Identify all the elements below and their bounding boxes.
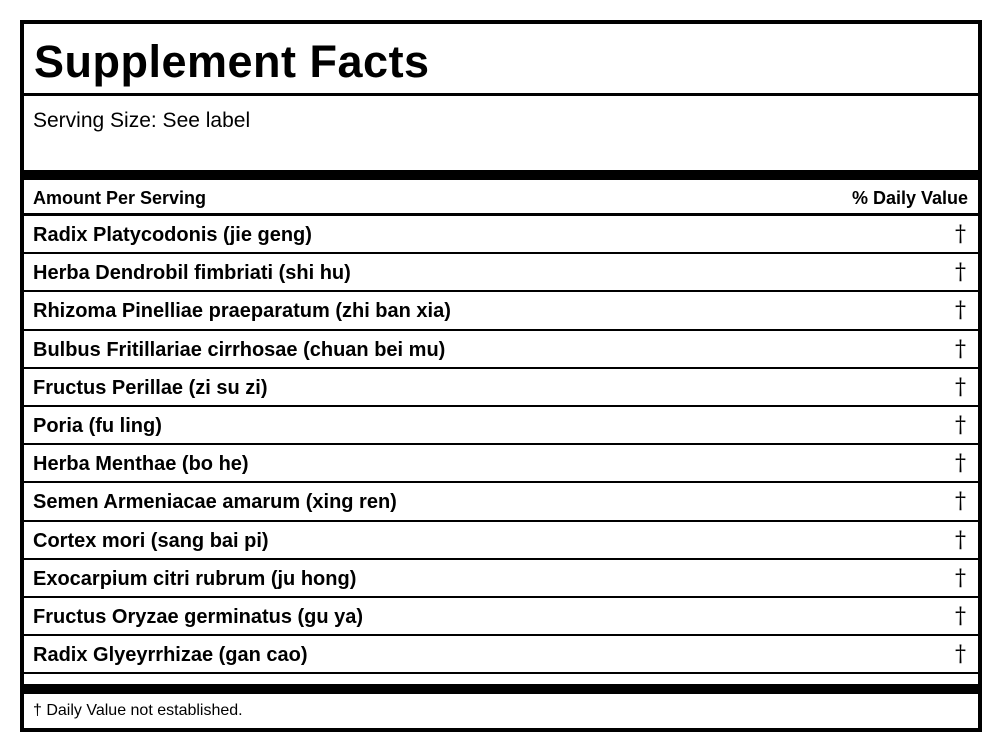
ingredient-name: Exocarpium citri rubrum (ju hong) [33,567,357,590]
ingredient-daily-value: † [955,222,966,247]
ingredient-row [24,331,978,369]
ingredient-name: Herba Dendrobil fimbriati (shi hu) [33,262,351,285]
ingredient-row [24,216,978,254]
supplement-facts-label [20,20,982,732]
ingredient-name: Bulbus Fritillariae cirrhosae (chuan bei mu) [33,338,446,361]
ingredient-row [24,598,978,636]
ingredient-name: Fructus Oryzae germinatus (gu ya) [33,605,364,628]
ingredient-name: Herba Menthae (bo he) [33,453,249,476]
thick-divider-bottom [24,684,978,694]
ingredient-row [24,445,978,483]
ingredient-daily-value: † [955,603,966,629]
ingredient-row [24,369,978,407]
serving-row [24,96,978,170]
title-row [24,24,978,96]
ingredient-daily-value: † [955,642,966,668]
footnote: † Daily Value not established. [33,702,243,719]
thick-divider-top [24,170,978,180]
ingredient-daily-value: † [955,260,966,286]
serving-size: Serving Size: See label [33,109,251,132]
ingredient-row [24,254,978,292]
ingredient-daily-value: † [955,489,966,515]
column-header-row [24,180,978,216]
ingredient-row [24,522,978,560]
ingredient-daily-value: † [955,336,966,362]
ingredient-daily-value: † [955,451,966,477]
ingredient-name: Radix Platycodonis (jie geng) [33,224,312,246]
ingredient-list [24,216,978,674]
ingredient-name: Semen Armeniacae amarum (xing ren) [33,491,397,514]
ingredient-daily-value: † [955,565,966,591]
ingredient-name: Cortex mori (sang bai pi) [33,529,269,552]
ingredient-name: Fructus Perillae (zi su zi) [33,376,268,399]
ingredient-daily-value: † [955,412,966,438]
daily-value-header: % Daily Value [851,188,968,208]
ingredient-daily-value: † [955,527,966,553]
label-title: Supplement Facts [34,36,430,87]
ingredient-name: Rhizoma Pinelliae praeparatum (zhi ban xia) [33,300,451,323]
ingredient-name: Radix Glyeyrrhizae (gan cao) [33,644,308,667]
amount-per-serving-header: Amount Per Serving [33,188,207,208]
ingredient-daily-value: † [955,374,966,400]
ingredient-daily-value: † [955,298,966,324]
ingredient-row [24,560,978,598]
ingredient-row [24,292,978,330]
ingredient-row [24,407,978,445]
ingredient-name: Poria (fu ling) [33,414,162,437]
ingredient-row [24,636,978,674]
ingredient-row [24,483,978,521]
